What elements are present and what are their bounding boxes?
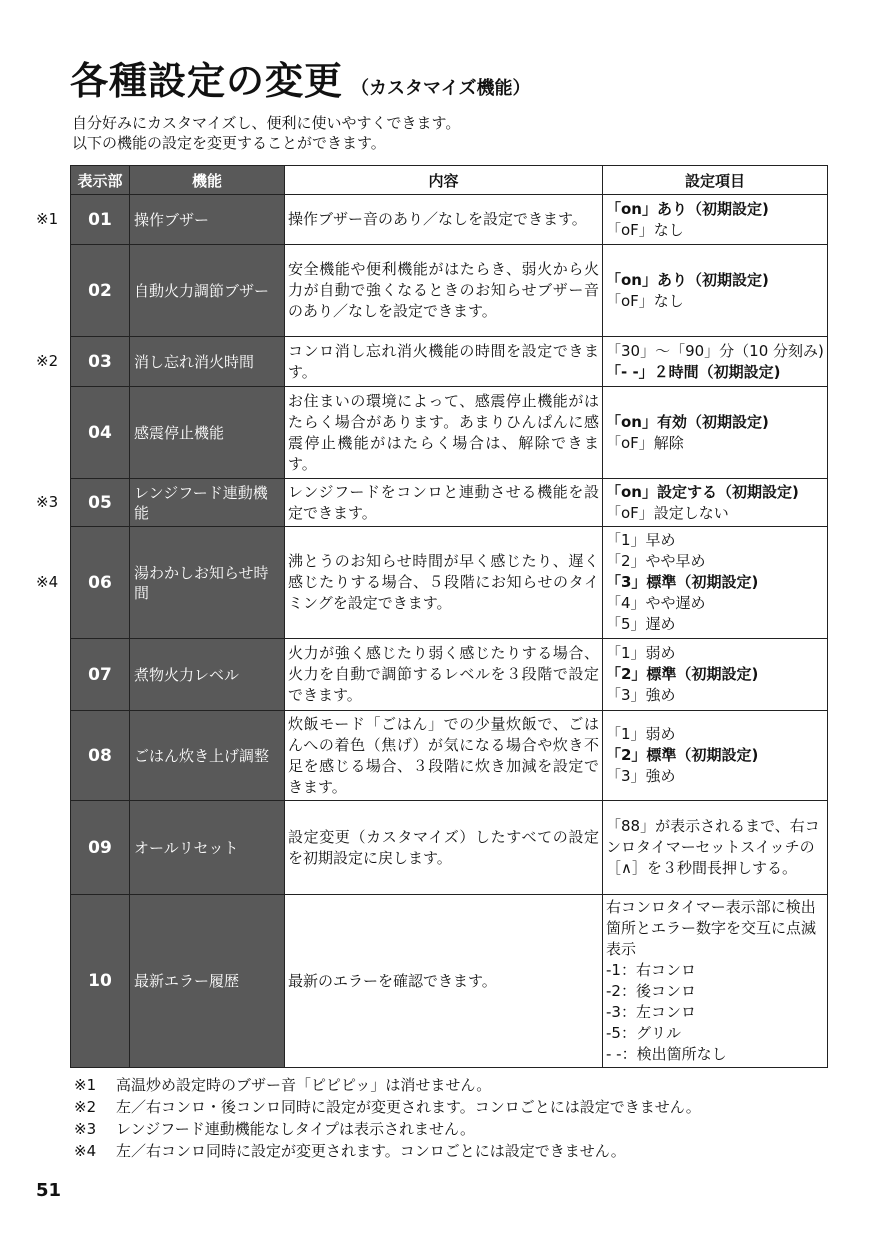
setting-option: 「on」設定する（初期設定) bbox=[606, 482, 799, 501]
function-description: 炊飯モード「ごはん」での少量炊飯で、ごはんへの着色（焦げ）が気になる場合や炊き不足を感じる場合、３段階に炊き加減を設定できます。 bbox=[285, 711, 603, 801]
setting-option: 「88」が表示されるまで、右コンロタイマーセットスイッチの［∧］を３秒間長押しする。 bbox=[606, 817, 820, 877]
setting-option: 「2」やや早め bbox=[606, 552, 706, 570]
setting-option: 「on」あり（初期設定) bbox=[606, 199, 769, 218]
page-subtitle: （カスタマイズ機能） bbox=[351, 78, 531, 99]
row-note-marker: ※4 bbox=[36, 572, 59, 591]
setting-option: 右コンロタイマー表示部に検出箇所とエラー数字を交互に点滅表示 bbox=[606, 898, 817, 958]
header-settings: 設定項目 bbox=[603, 166, 828, 195]
setting-option: 「1」早め bbox=[606, 531, 676, 549]
display-code: 07 bbox=[71, 639, 130, 711]
footnote bbox=[70, 1074, 701, 1096]
table-row bbox=[71, 387, 828, 479]
table-row bbox=[71, 195, 828, 245]
setting-options bbox=[603, 479, 828, 527]
footnote-text: 左／右コンロ・後コンロ同時に設定が変更されます。コンロごとには設定できません。 bbox=[116, 1098, 701, 1116]
intro-text bbox=[72, 113, 460, 153]
setting-option: 「5」遅め bbox=[606, 615, 676, 633]
display-code: 09 bbox=[71, 801, 130, 895]
function-name: 煮物火力レベル bbox=[130, 639, 285, 711]
page-number: 51 bbox=[36, 1180, 62, 1201]
footnote bbox=[70, 1118, 701, 1140]
setting-option: 「oF」設定しない bbox=[606, 503, 729, 522]
function-name: 感震停止機能 bbox=[130, 387, 285, 479]
display-code: 01 bbox=[71, 195, 130, 245]
function-description: 最新のエラーを確認できます。 bbox=[285, 895, 603, 1068]
row-note-marker: ※3 bbox=[36, 492, 59, 511]
table-row bbox=[71, 245, 828, 337]
footnote-text: 高温炒め設定時のブザー音「ピピピッ」は消せません。 bbox=[116, 1076, 492, 1094]
footnote-text: レンジフード連動機能なしタイプは表示されません。 bbox=[116, 1120, 475, 1138]
setting-option: 「on」有効（初期設定) bbox=[606, 412, 769, 431]
function-name: 自動火力調節ブザー bbox=[130, 245, 285, 337]
setting-options bbox=[603, 527, 828, 639]
setting-option: 「1」弱め bbox=[606, 644, 676, 662]
footnote bbox=[70, 1140, 701, 1162]
footnote-mark: ※4 bbox=[74, 1142, 97, 1160]
setting-options bbox=[603, 337, 828, 387]
table-row bbox=[71, 527, 828, 639]
setting-options bbox=[603, 387, 828, 479]
setting-option: -2：後コンロ bbox=[606, 982, 696, 1000]
setting-option: -3：左コンロ bbox=[606, 1003, 696, 1021]
setting-option: 「2」標準（初期設定) bbox=[606, 746, 759, 764]
footnote-mark: ※2 bbox=[74, 1098, 97, 1116]
function-description: お住まいの環境によって、感震停止機能がはたらく場合があります。あまりひんぱんに感震停止機能がはたらく場合は、解除できます。 bbox=[285, 387, 603, 479]
function-description: コンロ消し忘れ消火機能の時間を設定できます。 bbox=[285, 337, 603, 387]
setting-option: - -：検出箇所なし bbox=[606, 1045, 727, 1063]
header-content: 内容 bbox=[285, 166, 603, 195]
setting-options bbox=[603, 895, 828, 1068]
table-row bbox=[71, 801, 828, 895]
setting-options bbox=[603, 245, 828, 337]
footnotes bbox=[70, 1074, 701, 1162]
header-display: 表示部 bbox=[71, 166, 130, 195]
display-code: 06 bbox=[71, 527, 130, 639]
function-name: オールリセット bbox=[130, 801, 285, 895]
row-note-marker: ※2 bbox=[36, 351, 59, 370]
setting-option: 「30」～「90」分（10 分刻み) bbox=[606, 341, 824, 360]
display-code: 10 bbox=[71, 895, 130, 1068]
row-note-marker: ※1 bbox=[36, 209, 59, 228]
setting-option: 「on」あり（初期設定) bbox=[606, 270, 769, 289]
table-row bbox=[71, 337, 828, 387]
function-name: 操作ブザー bbox=[130, 195, 285, 245]
setting-option: 「3」強め bbox=[606, 767, 676, 785]
setting-options bbox=[603, 639, 828, 711]
function-description: 設定変更（カスタマイズ）したすべての設定を初期設定に戻します。 bbox=[285, 801, 603, 895]
setting-options bbox=[603, 711, 828, 801]
setting-option: 「oF」なし bbox=[606, 291, 684, 310]
setting-option: 「1」弱め bbox=[606, 725, 676, 743]
function-description: 操作ブザー音のあり／なしを設定できます。 bbox=[285, 195, 603, 245]
function-description: レンジフードをコンロと連動させる機能を設定できます。 bbox=[285, 479, 603, 527]
table-row bbox=[71, 895, 828, 1068]
setting-option: -5：グリル bbox=[606, 1024, 681, 1042]
setting-option: 「4」やや遅め bbox=[606, 594, 706, 612]
function-description: 安全機能や便利機能がはたらき、弱火から火力が自動で強くなるときのお知らせブザー音のあり／なしを設定できます。 bbox=[285, 245, 603, 337]
setting-option: 「3」標準（初期設定) bbox=[606, 573, 759, 591]
function-name: 最新エラー履歴 bbox=[130, 895, 285, 1068]
display-code: 02 bbox=[71, 245, 130, 337]
table-row bbox=[71, 711, 828, 801]
setting-option: 「3」強め bbox=[606, 686, 676, 704]
footnote-text: 左／右コンロ同時に設定が変更されます。コンロごとには設定できません。 bbox=[116, 1142, 626, 1160]
table-header-row bbox=[71, 166, 828, 195]
page-title: 各種設定の変更 bbox=[70, 59, 344, 103]
display-code: 05 bbox=[71, 479, 130, 527]
intro-line: 以下の機能の設定を変更することができます。 bbox=[72, 134, 386, 152]
display-code: 04 bbox=[71, 387, 130, 479]
intro-line: 自分好みにカスタマイズし、便利に使いやすくできます。 bbox=[72, 114, 461, 132]
setting-option: 「- -」２時間（初期設定) bbox=[606, 362, 781, 381]
function-name: レンジフード連動機能 bbox=[130, 479, 285, 527]
header-function: 機能 bbox=[130, 166, 285, 195]
display-code: 08 bbox=[71, 711, 130, 801]
setting-option: -1：右コンロ bbox=[606, 961, 696, 979]
function-name: ごはん炊き上げ調整 bbox=[130, 711, 285, 801]
function-description: 火力が強く感じたり弱く感じたりする場合、火力を自動で調節するレベルを３段階で設定できます。 bbox=[285, 639, 603, 711]
table-row bbox=[71, 479, 828, 527]
table-row bbox=[71, 639, 828, 711]
setting-options bbox=[603, 195, 828, 245]
footnote-mark: ※3 bbox=[74, 1120, 97, 1138]
setting-option: 「oF」解除 bbox=[606, 433, 684, 452]
function-name: 消し忘れ消火時間 bbox=[130, 337, 285, 387]
setting-options bbox=[603, 801, 828, 895]
setting-option: 「oF」なし bbox=[606, 220, 684, 239]
footnote bbox=[70, 1096, 701, 1118]
display-code: 03 bbox=[71, 337, 130, 387]
settings-table bbox=[70, 165, 828, 1068]
setting-option: 「2」標準（初期設定) bbox=[606, 665, 759, 683]
footnote-mark: ※1 bbox=[74, 1076, 97, 1094]
function-description: 沸とうのお知らせ時間が早く感じたり、遅く感じたりする場合、５段階にお知らせのタイミングを設定できます。 bbox=[285, 527, 603, 639]
function-name: 湯わかしお知らせ時間 bbox=[130, 527, 285, 639]
page-header bbox=[70, 50, 530, 105]
